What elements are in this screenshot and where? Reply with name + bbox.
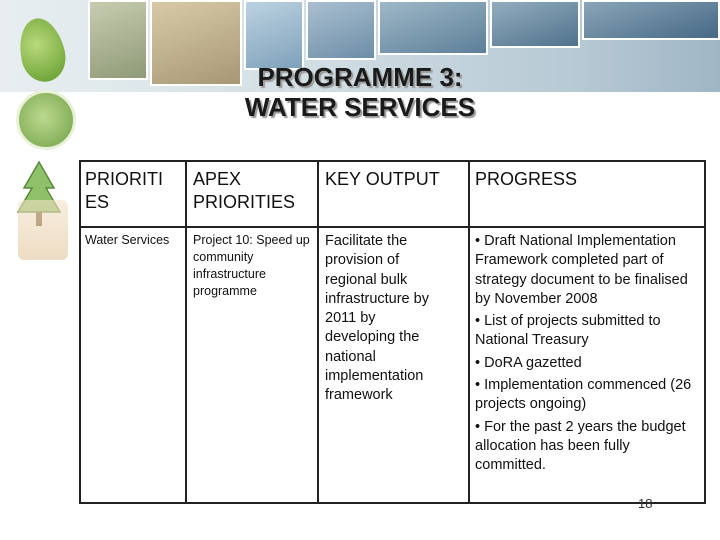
progress-item: • Implementation commenced (26 projects ongoing) xyxy=(475,377,692,413)
header-progress: PROGRESS xyxy=(475,169,578,189)
table-border-bottom xyxy=(79,502,706,504)
banner-photo-tile xyxy=(582,0,720,40)
header-priorities-line2: ES xyxy=(85,192,110,212)
table-column-divider xyxy=(468,160,470,504)
left-decorative-strip xyxy=(0,0,84,300)
banner-photo-tile xyxy=(490,0,580,48)
progress-item: • Draft National Implementation Framework completed part of strategy document to be finalised by November 2008 xyxy=(475,233,688,307)
table-border-right xyxy=(704,160,706,504)
leaf-icon xyxy=(14,14,70,86)
progress-item: • List of projects submitted to National Treasury xyxy=(475,313,661,349)
programme-table xyxy=(79,160,706,504)
table-header-divider xyxy=(79,226,706,228)
header-key-output: KEY OUTPUT xyxy=(325,169,440,189)
header-priorities-line1: PRIORITI xyxy=(85,169,164,189)
table-column-divider xyxy=(317,160,319,504)
progress-item: • DoRA gazetted xyxy=(475,354,582,371)
banner-photo-tile xyxy=(378,0,488,55)
leaf-circle-icon xyxy=(16,90,76,150)
people-figures-image xyxy=(18,200,68,260)
cell-apex-priority: Project 10: Speed up community infrastructure programme xyxy=(193,233,310,298)
table-border-left xyxy=(79,160,81,504)
table-border-top xyxy=(79,160,706,162)
header-apex-priorities xyxy=(193,168,317,214)
banner-photo-tile xyxy=(88,0,148,80)
header-apex-line1: APEX xyxy=(193,169,242,189)
header-apex-line2: PRIORITIES xyxy=(193,192,296,212)
banner-photo-tile xyxy=(244,0,304,70)
cell-priority: Water Services xyxy=(85,233,170,247)
page-title xyxy=(160,62,560,122)
banner-photo-tile xyxy=(306,0,376,60)
table-column-divider xyxy=(185,160,187,504)
header-priorities xyxy=(85,168,183,214)
progress-item: • For the past 2 years the budget allocation has been fully committed. xyxy=(475,418,686,474)
title-line-1: PROGRAMME 3: xyxy=(257,62,463,92)
page-number: 18 xyxy=(638,496,653,511)
cell-progress xyxy=(475,232,701,479)
cell-key-output: Facilitate the provision of regional bulk infrastructure by 2011 by developing the national implementation framework xyxy=(325,233,429,404)
title-line-2: WATER SERVICES xyxy=(244,92,476,122)
